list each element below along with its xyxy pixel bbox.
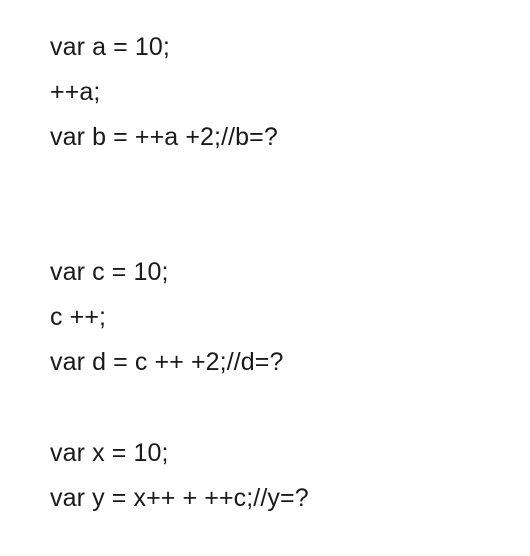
code-line-declare-y: var y = x++ + ++c;//y=? [50,484,309,512]
code-line-declare-b: var b = ++a +2;//b=? [50,123,278,151]
code-line-declare-x: var x = 10; [50,439,169,467]
code-line-increment-c: c ++; [50,303,107,331]
code-line-declare-c: var c = 10; [50,258,169,286]
code-line-declare-a: var a = 10; [50,33,170,61]
code-line-increment-a: ++a; [50,78,101,106]
code-line-declare-d: var d = c ++ +2;//d=? [50,348,284,376]
